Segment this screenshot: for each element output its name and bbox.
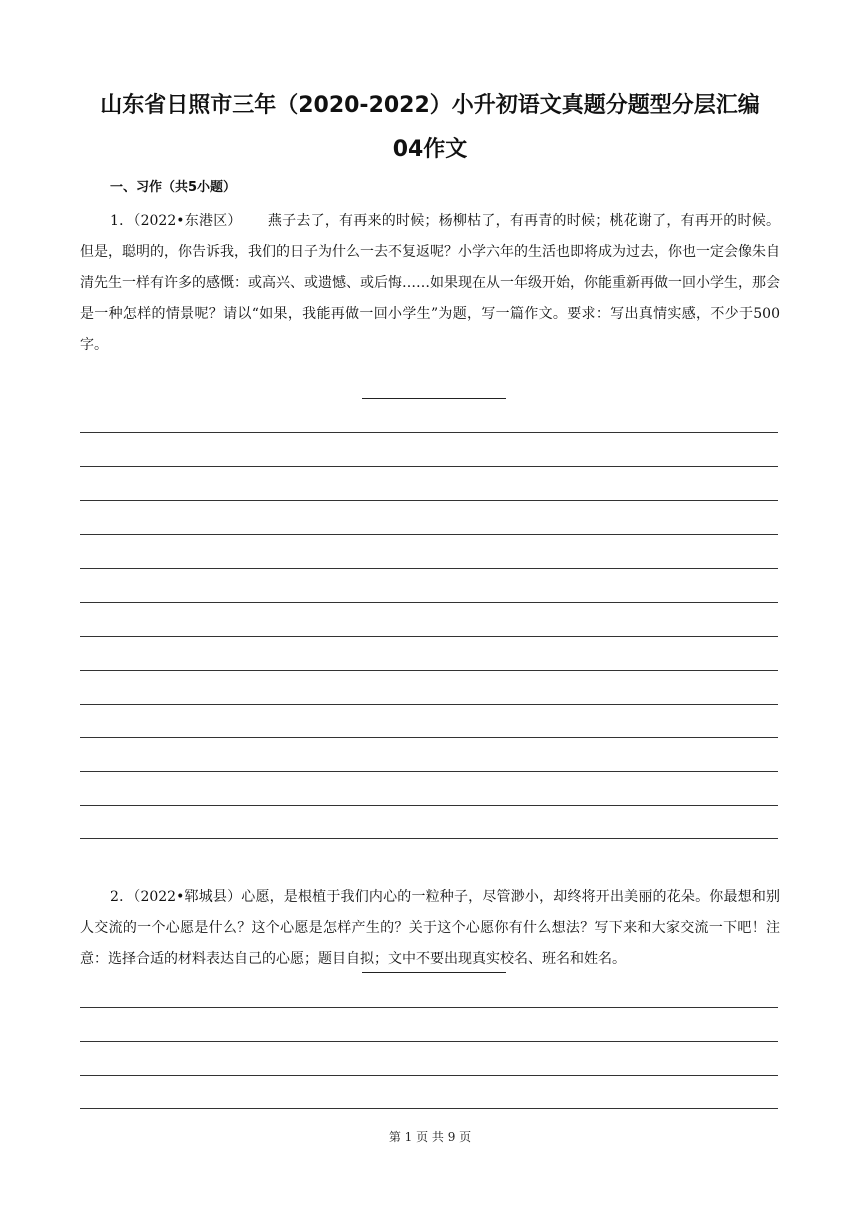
writing-line[interactable] [80, 534, 778, 535]
writing-line[interactable] [80, 466, 778, 467]
document-title-line-2: 04作文 [392, 137, 468, 162]
section-heading: 一、习作（共5小题） [110, 180, 237, 195]
writing-line[interactable] [80, 670, 778, 671]
question-body: 心愿，是根植于我们内心的一粒种子，尽管渺小，却终将开出美丽的花朵。你最想和别人交流的一个心愿是什么？这个心愿是怎样产生的？关于这个心愿你有什么想法？写下来和大家交流一下吧！注意：选择合适的材料表达自己的心愿；题目自拟；文中不要出现真实校名、班名和姓名。 [80, 889, 780, 967]
writing-line[interactable] [80, 636, 778, 637]
document-title-line-1: 山东省日照市三年（2020-2022）小升初语文真题分题型分层汇编 [100, 93, 760, 118]
writing-line[interactable] [80, 500, 778, 501]
writing-line[interactable] [80, 1075, 778, 1076]
page-indicator: 第 1 页 共 9 页 [388, 1130, 472, 1144]
question-source: （2022•郓城县） [133, 889, 242, 905]
question-number: 2． [110, 889, 134, 905]
writing-line[interactable] [80, 805, 778, 806]
writing-line[interactable] [80, 568, 778, 569]
writing-line[interactable] [80, 1041, 778, 1042]
essay-title-blank[interactable] [362, 972, 506, 973]
question-body: 燕子去了，有再来的时候；杨柳枯了，有再青的时候；桃花谢了，有再开的时候。但是，聪明的，你告诉我，我们的日子为什么一去不复返呢？小学六年的生活也即将成为过去，你也一定会像朱自清先生一样有许多的感慨：或高兴、或遗憾、或后悔……如果现在从一年级开始，你能重新再做一回小学生，那会是一种怎样的情景呢？请以“如果，我能再做一回小学生”为题，写一篇作文。要求：写出真情实感，不少于500字。 [80, 213, 780, 353]
writing-line[interactable] [80, 771, 778, 772]
writing-line[interactable] [80, 602, 778, 603]
question-1 [80, 206, 780, 361]
writing-line[interactable] [80, 432, 778, 433]
question-source: （2022•东港区） [133, 213, 242, 229]
writing-line[interactable] [80, 1108, 778, 1109]
question-2 [80, 882, 780, 975]
writing-line[interactable] [80, 704, 778, 705]
writing-line[interactable] [80, 1007, 778, 1008]
essay-title-blank[interactable] [362, 398, 506, 399]
writing-line[interactable] [80, 838, 778, 839]
question-number: 1． [110, 213, 134, 229]
writing-line[interactable] [80, 737, 778, 738]
